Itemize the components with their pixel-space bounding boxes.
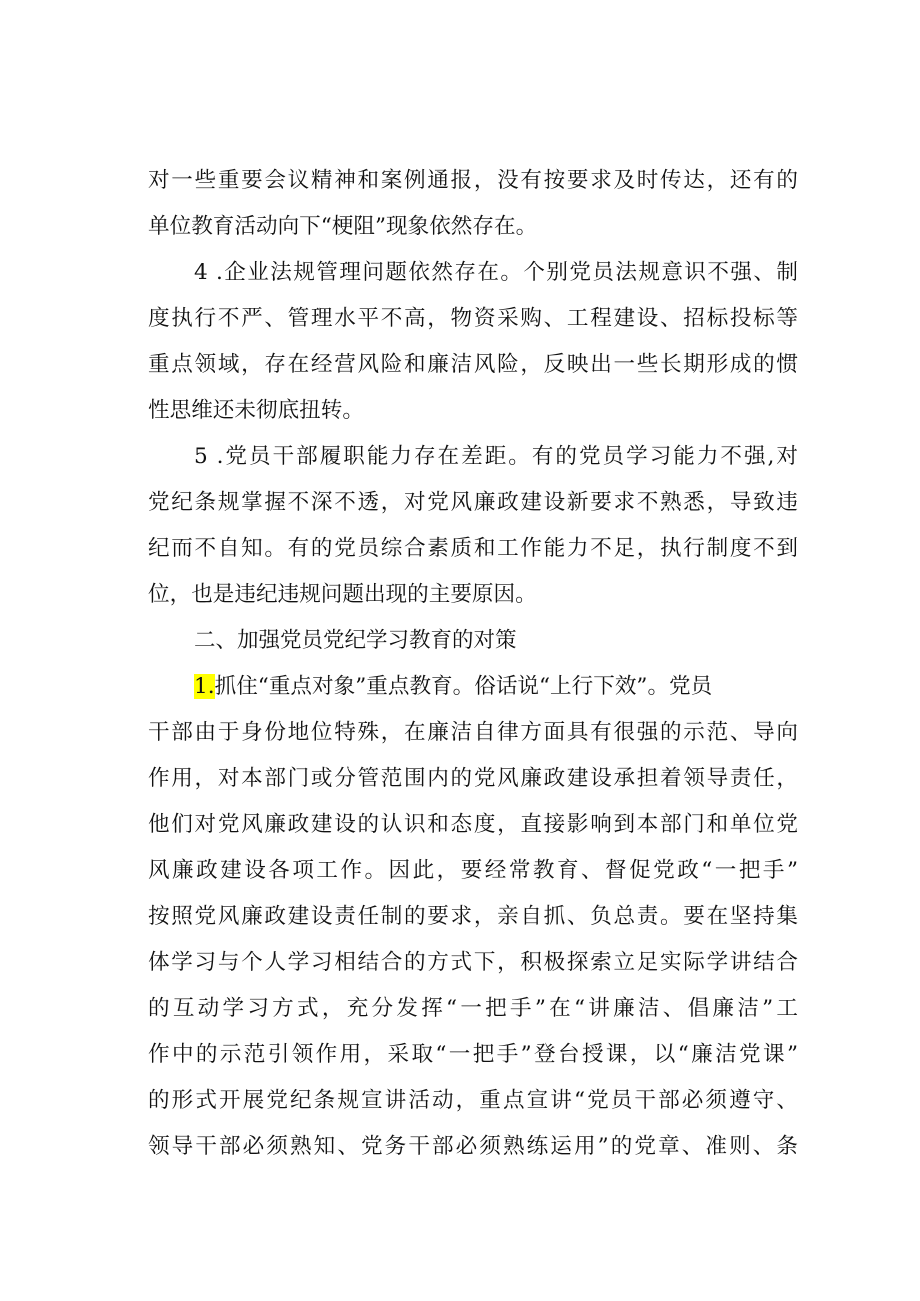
body-line: 度执行不严、管理水平不高，物资采购、工程建设、招标投标等 [148, 306, 798, 331]
body-line: 按照党风廉政建设责任制的要求，亲自抓、负总责。要在坚持集 [148, 904, 798, 929]
body-line: 单位教育活动向下“梗阻”现象依然存在。 [148, 214, 538, 239]
body-line: 纪而不自知。有的党员综合素质和工作能力不足，执行制度不到 [148, 536, 798, 561]
section-heading: 二、加强党员党纪学习教育的对策 [194, 628, 517, 653]
body-line: 党纪条规掌握不深不透，对党风廉政建设新要求不熟悉，导致违 [148, 490, 798, 515]
body-line: 领导干部必须熟知、党务干部必须熟练运用”的党章、准则、条 [148, 1134, 798, 1159]
body-line: 重点领域，存在经营风险和廉洁风险，反映出一些长期形成的惯 [148, 352, 798, 377]
body-line: 体学习与个人学习相结合的方式下，积极探索立足实际学讲结合 [148, 950, 798, 975]
body-line: 4 .企业法规管理问题依然存在。个别党员法规意识不强、制 [194, 260, 798, 285]
body-line: 对一些重要会议精神和案例通报，没有按要求及时传达，还有的 [148, 168, 798, 193]
body-line: 性思维还未彻底扭转。 [148, 398, 364, 423]
body-line: 作用，对本部门或分管范围内的党风廉政建设承担着领导责任， [148, 766, 798, 791]
body-line-text: 抓住“重点对象”重点教育。俗话说“上行下效”。党员 [214, 674, 713, 699]
highlighted-number: 1. [194, 674, 215, 699]
body-line: 的互动学习方式，充分发挥“一把手”在“讲廉洁、倡廉洁”工 [148, 996, 798, 1021]
body-line: 作中的示范引领作用，采取“一把手”登台授课，以“廉洁党课” [148, 1042, 798, 1067]
body-line: 的形式开展党纪条规宣讲活动，重点宣讲“党员干部必须遵守、 [148, 1088, 798, 1113]
body-line: 他们对党风廉政建设的认识和态度，直接影响到本部门和单位党 [148, 812, 798, 837]
body-line: 风廉政建设各项工作。因此，要经常教育、督促党政“一把手” [148, 858, 798, 883]
document-body [148, 158, 798, 1170]
body-line: 干部由于身份地位特殊，在廉洁自律方面具有很强的示范、导向 [148, 720, 798, 745]
body-line: 5 .党员干部履职能力存在差距。有的党员学习能力不强,对 [194, 444, 798, 469]
body-line: 位，也是违纪违规问题出现的主要原因。 [148, 582, 537, 607]
body-line [148, 664, 798, 710]
